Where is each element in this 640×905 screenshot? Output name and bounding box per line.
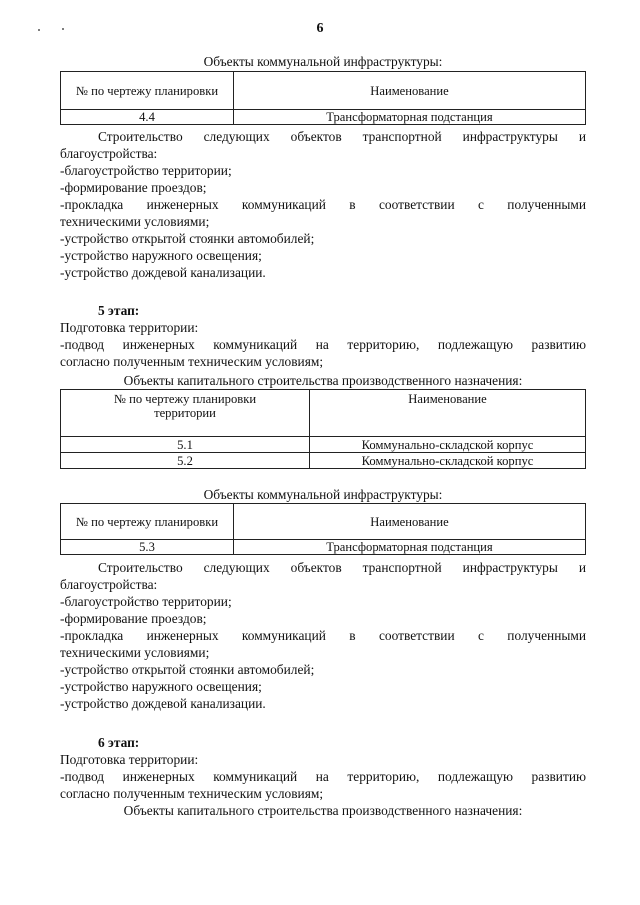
cell-name: Коммунально-складской корпус [310,437,586,453]
infrastructure-caption: Объекты коммунальной инфраструктуры: [203,54,443,69]
paragraph-line: -подвод инженерных коммуникаций на территорию, подлежащую развитию [60,769,586,784]
cell-number: 5.1 [61,437,310,453]
list-item: -устройство наружного освещения; [60,679,262,694]
table-header-row [61,504,586,540]
table-row [61,110,586,125]
cell-name: Трансформаторная подстанция [234,540,586,555]
stage-title: 6 этап: [98,735,140,750]
list-item: -устройство открытой стоянки автомобилей; [60,662,315,677]
page-number: 6 [316,21,324,36]
paragraph-line: Подготовка территории: [60,752,199,767]
header-cell: № по чертежу планировки [61,72,234,110]
cell-number: 4.4 [61,110,234,125]
list-item: -прокладка инженерных коммуникаций в соответствии с полученными [60,628,586,643]
construction-list [60,559,586,712]
capital-objects-table [60,389,586,469]
infrastructure-caption: Объекты коммунальной инфраструктуры: [203,487,443,502]
paragraph-line: благоустройства: [60,577,158,592]
paragraph-line: благоустройства: [60,146,158,161]
paragraph-line: согласно полученным техническим условиям; [60,786,324,801]
header-cell: Наименование [310,390,586,437]
header-cell: № по чертежу планировки территории [61,390,310,437]
list-item: -устройство наружного освещения; [60,248,262,263]
cell-number: 5.3 [61,540,234,555]
stage-6-section [60,734,586,802]
stage-5-section [60,302,586,370]
infrastructure-table [60,503,586,555]
table-row [61,437,586,453]
table-header-row [61,72,586,110]
paragraph-line: -подвод инженерных коммуникаций на территорию, подлежащую развитию [60,337,586,352]
cell-number: 5.2 [61,453,310,469]
capital-objects-caption: Объекты капитального строительства производственного назначения: [123,803,523,818]
construction-list [60,128,586,281]
list-item: -устройство дождевой канализации. [60,265,266,280]
paragraph-line: Строительство следующих объектов транспортной инфраструктуры и [98,560,586,575]
list-item: -формирование проездов; [60,180,207,195]
list-item: техническими условиями; [60,645,210,660]
paragraph-line: согласно полученным техническим условиям; [60,354,324,369]
list-item: -благоустройство территории; [60,594,232,609]
list-item: -устройство дождевой канализации. [60,696,266,711]
header-cell: Наименование [234,504,586,540]
list-item: техническими условиями; [60,214,210,229]
table-header-row [61,390,586,437]
infrastructure-table [60,71,586,125]
list-item: -благоустройство территории; [60,163,232,178]
cell-name: Трансформаторная подстанция [234,110,586,125]
table-row [61,453,586,469]
header-cell: Наименование [234,72,586,110]
list-item: -прокладка инженерных коммуникаций в соответствии с полученными [60,197,586,212]
header-cell: № по чертежу планировки [61,504,234,540]
list-item: -формирование проездов; [60,611,207,626]
cell-name: Коммунально-складской корпус [310,453,586,469]
stage-title: 5 этап: [98,303,140,318]
capital-objects-caption: Объекты капитального строительства производственного назначения: [123,373,523,388]
list-item: -устройство открытой стоянки автомобилей; [60,231,315,246]
paragraph-line: Строительство следующих объектов транспортной инфраструктуры и [98,129,586,144]
table-row [61,540,586,555]
paragraph-line: Подготовка территории: [60,320,199,335]
